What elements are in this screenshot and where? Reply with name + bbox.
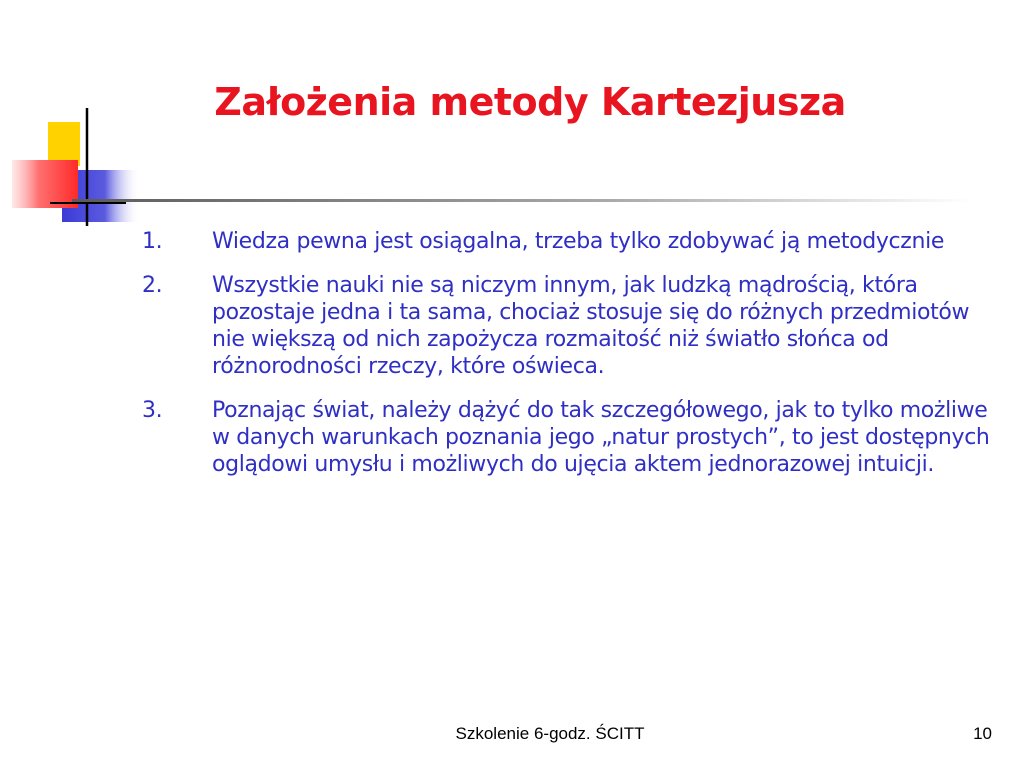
page-number: 10 bbox=[973, 724, 992, 743]
list-item-number: 3. bbox=[142, 398, 163, 423]
deco-yellow-square bbox=[48, 122, 80, 166]
list-item bbox=[142, 272, 1002, 380]
list-item-text: Wiedza pewna jest osiągalna, trzeba tylko zdobywać ją metodycznie bbox=[212, 229, 945, 254]
list-item bbox=[142, 397, 1002, 478]
list-item-text: Poznając świat, należy dążyć do tak szczegółowego, jak to tylko możliwe w danych warunkach poznania jego „natur prostych”, to jest dostępnych oglądowi umysłu i możliwych do ujęcia aktem jednorazowej intuicji. bbox=[212, 398, 990, 477]
numbered-points-list bbox=[142, 228, 1002, 495]
title-divider-line bbox=[72, 199, 972, 202]
corner-decoration-graphic bbox=[0, 100, 170, 230]
list-item-number: 1. bbox=[142, 229, 163, 254]
footer-text: Szkolenie 6-godz. ŚCITT bbox=[455, 724, 645, 743]
deco-red-square bbox=[12, 160, 78, 208]
slide-title: Założenia metody Kartezjusza bbox=[214, 80, 846, 124]
list-item bbox=[142, 228, 1002, 255]
list-item-number: 2. bbox=[142, 273, 163, 298]
list-item-text: Wszystkie nauki nie są niczym innym, jak ludzką mądrością, która pozostaje jedna i ta sama, chociaż stosuje się do różnych przedmiotów nie większą od nich zapożycza rozmaitość niż światło słońca od różnorodności rzeczy, które oświeca. bbox=[212, 273, 970, 379]
